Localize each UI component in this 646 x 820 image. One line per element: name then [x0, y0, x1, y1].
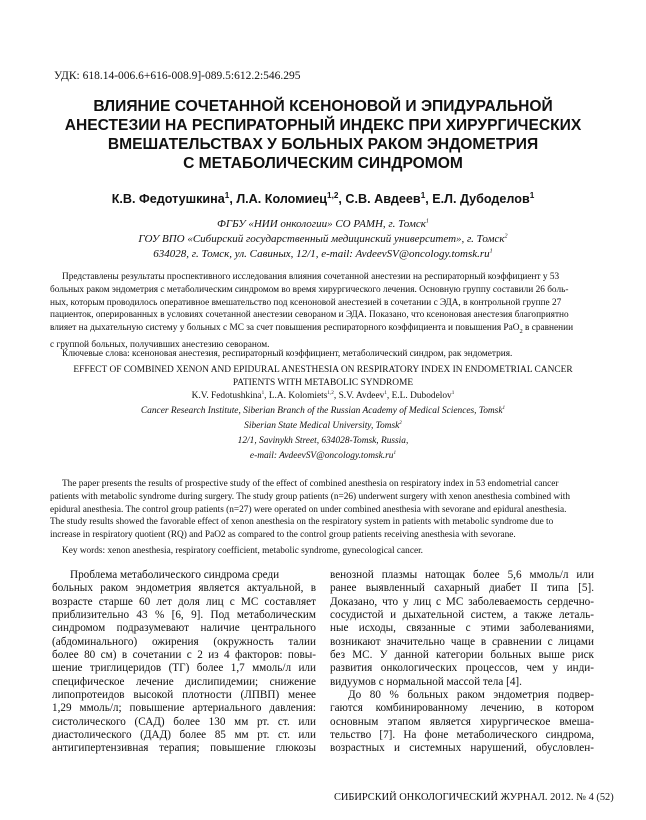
title-line: PATIENTS WITH METABOLIC SYNDROME: [232, 377, 414, 388]
abstract-line: epidural anesthesia. The control group patients (n=27) were operated on under combined anesthesia with sevorane and epidural anesthesia.: [50, 504, 567, 515]
abstract-en: [50, 478, 600, 542]
title-line: EFFECT OF COMBINED XENON AND EPIDURAL ANESTHESIA ON RESPIRATORY INDEX IN ENDOMETRIAL CANCER: [73, 365, 573, 375]
author-name: Е.Л. Дубоделов: [432, 192, 530, 206]
body-line: венозной плазмы натощак более 5,6 ммоль/л или: [330, 569, 594, 581]
body-line: ранее выявленный сахарный диабет II типа [5].: [330, 582, 594, 595]
body-line: возрастных и системных нарушений, обусловлен-: [330, 742, 594, 755]
body-line: без МС. У данной категории больных выше риск: [330, 649, 594, 662]
affiliation-en-1: Cancer Research Institute, Siberian Branch of the Russian Academy of Medical Sciences, Tomsk$^1$: [140, 404, 506, 416]
body-line: шение триглицеридов (ТГ) более 1,7 ммоль/л или: [52, 662, 316, 675]
body-line: тельство [7]. На фоне метаболического синдрома,: [330, 729, 594, 742]
abstract-line: ных, которым проводилось оперативное вмешательство под ксеноновой анестезией в сочетании с ЭДА, в контрольной группе 27: [50, 297, 562, 308]
body-column-left: [52, 569, 316, 756]
title-line: ВЛИЯНИЕ СОЧЕТАННОЙ КСЕНОНОВОЙ И ЭПИДУРАЛЬНОЙ: [93, 98, 553, 115]
abstract-line: patients with metabolic syndrome during surgery. The study group patients (n=26) underwent surgery with xenon anesthesia combined with: [50, 491, 570, 502]
body-line: систолического (САД) более 130 мм рт. ст. или: [52, 715, 316, 728]
body-line: гаются комбинированному лечению, в котором: [330, 702, 594, 715]
abstract-ru: [50, 271, 600, 352]
body-line: больных раком эндометрия является актуальной, в: [52, 582, 316, 595]
affiliation-ru-2: ГОУ ВПО «Сибирский государственный медицинский университет», г. Томск$^2$: [138, 233, 508, 245]
abstract-line: Представлены результаты проспективного исследования влияния сочетанной анестезии на респираторный коэффициент у 53: [62, 272, 560, 282]
body-line: сосудистой и дыхательной систем, а также леталь-: [330, 609, 594, 622]
abstract-line: влияет на дыхательную систему у больных с МС за счет повышения респираторного коэффициента и повышения PaO$_2$ в сравнении: [50, 323, 574, 336]
affiliation-en-2: Siberian State Medical University, Tomsk$^2$: [244, 419, 402, 431]
body-line: липопротеидов высокой плотности (ЛПВП) менее: [52, 689, 316, 702]
title-line: АНЕСТЕЗИИ НА РЕСПИРАТОРНЫЙ ИНДЕКС ПРИ ХИРУРГИЧЕСКИХ: [64, 117, 582, 134]
article-title-en: [40, 364, 606, 389]
author-sup: 1: [224, 190, 230, 200]
title-line: С МЕТАБОЛИЧЕСКИМ СИНДРОМОМ: [183, 155, 463, 172]
author-sup: 1: [420, 190, 426, 200]
body-line: видуумов с нормальной массой тела [4].: [330, 675, 522, 688]
affiliation-ru-1: ФГБУ «НИИ онкологии» СО РАМН, г. Томск$^1$: [217, 218, 429, 230]
body-line: более 80 см) в сочетании с 2 из 4 факторов: повы-: [52, 649, 316, 662]
body-line: синдромом подразумевают наличие центрального: [52, 622, 316, 635]
journal-footer: СИБИРСКИЙ ОНКОЛОГИЧЕСКИЙ ЖУРНАЛ. 2012. № 4 (52): [334, 792, 614, 803]
body-line: (абдоминального) ожирения (окружность талии: [52, 635, 316, 648]
abstract-line: The paper presents the results of prospective study of the effect of combined anesthesia on respiratory index in 53 endometrial cancer: [62, 479, 559, 489]
affiliation-en-4: e-mail: $AvdeevSV@oncology.tomsk.ru^1$: [249, 449, 397, 461]
body-column-right: [330, 569, 594, 756]
body-line: Проблема метаболического синдрома среди: [70, 569, 280, 581]
body-line: приблизительно 43 % [6, 9]. Под метаболическим: [52, 609, 316, 622]
keywords-en: Key words: xenon anesthesia, respiratory coefficient, metabolic syndrome, gynecological cancer.: [62, 546, 423, 556]
abstract-line: The study results showed the favorable effect of xenon anesthesia on the respiratory system in patients with metabolic syndrome due to: [50, 517, 554, 528]
body-line: развития онкологических процессов, чем у инди-: [330, 662, 594, 675]
authors-en: K.V. Fedotushkina$^1$, L.A. Kolomiets$^{1,2}$, S.V. Avdeev$^1$, E.L. Dubodelov$^1$: [191, 389, 455, 401]
title-line: ВМЕШАТЕЛЬСТВАХ У БОЛЬНЫХ РАКОМ ЭНДОМЕТРИЯ: [107, 136, 539, 153]
body-line: антигипертензивная терапия; повышение глюкозы: [52, 742, 316, 755]
body-line: 1,29 ммоль/л; повышение артериального давления:: [52, 702, 316, 715]
body-line: специфическое лечение дислипидемии; снижение: [52, 675, 316, 688]
author-sup: 1,2: [327, 190, 339, 200]
author-name: К.В. Федотушкина: [111, 192, 225, 206]
affiliation-en-3: 12/1, Savinykh Street, 634028-Tomsk, Russia,: [237, 436, 409, 446]
abstract-line: с группой больных, получивших анестезию севораном.: [50, 339, 270, 350]
body-line: возрасте старше 60 лет доля лиц с МС составляет: [52, 595, 316, 608]
affiliation-ru-3: 634028, г. Томск, ул. Савиных, 12/1, e-mail: $AvdeevSV@oncology.tomsk.ru^1$: [153, 248, 493, 260]
body-line: диастолического (ДАД) более 85 мм рт. ст. или: [52, 729, 316, 742]
body-line: возникают значительно чаще в сравнении с лицами: [330, 635, 594, 648]
body-line: Доказано, что у лиц с МС заболеваемость сердечно-: [330, 595, 594, 608]
author-name: Л.А. Коломиец: [236, 192, 328, 206]
udk-code: УДК: 618.14-006.6+616-008.9]-089.5:612.2:546.295: [54, 70, 301, 82]
authors-ru: К.В. Федотушкина$^1$, Л.А. Коломиец$^{1,2}$, С.В. Авдеев$^1$, Е.Л. Дубоделов$^1$: [111, 190, 535, 206]
abstract-line: пациенток, оперированных в условиях сочетанной анестезии севораном и ЭДА. Показано, что ксеноновая анестезия благоприятно: [50, 310, 569, 321]
author-sup: 1: [529, 190, 535, 200]
body-line: ные исходы, связанные с этими заболеваниями,: [330, 622, 594, 635]
article-title-ru: [40, 97, 606, 173]
author-name: С.В. Авдеев: [345, 192, 421, 206]
body-line: До 80 % больных раком эндометрия подвер-: [348, 689, 594, 702]
keywords-ru: Ключевые слова: ксеноновая анестезия, респираторный коэффициент, метаболический синдром, рак эндометрия.: [62, 349, 513, 359]
abstract-line: increase in respiratory quotient (RQ) and PaO2 as compared to the control group patients receiving anesthesia with sevorane.: [50, 530, 516, 541]
body-line: основным этапом является хирургическое вмеша-: [330, 715, 594, 728]
abstract-line: больных раком эндометрия с метаболическим синдромом во время хирургического лечения. Основную группу составили 26 боль-: [50, 284, 569, 295]
